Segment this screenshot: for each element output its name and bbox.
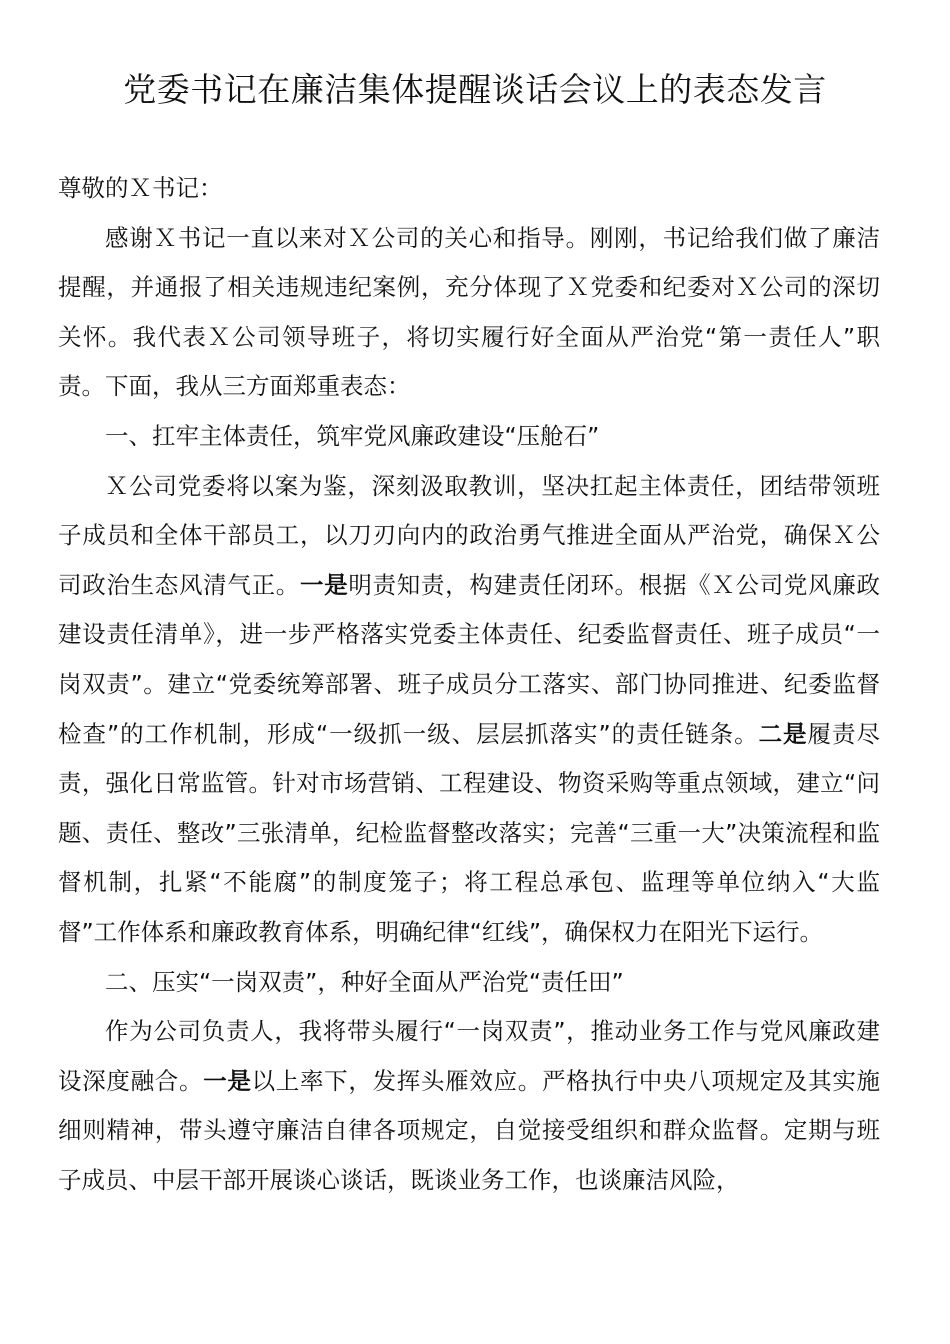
document-title: 党委书记在廉洁集体提醒谈话会议上的表态发言 xyxy=(123,70,827,109)
section-1-text-c: 履责尽责，强化日常监管。针对市场营销、工程建设、物资采购等重点领域，建立“问题、责任、整改”三张清单，纪检监督整改落实；完善“三重一大”决策流程和监督机制，扎紧“不能腐”的制度笼子；将工程总承包、监理等单位纳入“大监督”工作体系和廉政教育体系，明确纪律“红线”，确保权力在阳光下运行。 xyxy=(58,719,880,946)
document-body xyxy=(58,164,880,1205)
intro-paragraph: 感谢Ｘ书记一直以来对Ｘ公司的关心和指导。刚刚，书记给我们做了廉洁提醒，并通报了相关违规违纪案例，充分体现了Ｘ党委和纪委对Ｘ公司的深切关怀。我代表Ｘ公司领导班子，将切实履行好全面从严治党“第一责任人”职责。下面，我从三方面郑重表态： xyxy=(58,223,880,401)
section-1-label-first: 一是 xyxy=(299,570,349,599)
section-1-heading: 一、扛牢主体责任，筑牢党风廉政建设“压舱石” xyxy=(105,421,600,450)
section-1-paragraph xyxy=(58,462,880,958)
salutation: 尊敬的Ｘ书记： xyxy=(58,174,223,202)
section-2-heading: 二、压实“一岗双责”，种好全面从严治党“责任田” xyxy=(105,967,624,996)
section-2-text-b: 以上率下，发挥头雁效应。严格执行中央八项规定及其实施细则精神，带头遵守廉洁自律各项规定，自觉接受组织和群众监督。定期与班子成员、中层干部开展谈心谈话，既谈业务工作，也谈廉洁风险， xyxy=(58,1066,881,1194)
section-1-label-second: 二是 xyxy=(758,719,808,748)
section-2-label-first: 一是 xyxy=(203,1066,252,1095)
section-1-text-b: 明责知责，构建责任闭环。根据《Ｘ公司党风廉政建设责任清单》，进一步严格落实党委主体责任、纪委监督责任、班子成员“一岗双责”。建立“党委统筹部署、班子成员分工落实、部门协同推进、纪委监督检查”的工作机制，形成“一级抓一级、层层抓落实”的责任链条。 xyxy=(58,570,881,748)
section-2-paragraph xyxy=(58,1007,880,1205)
section-2-text-a: 作为公司负责人，我将带头履行“一岗双责”，推动业务工作与党风廉政建设深度融合。 xyxy=(58,1017,880,1095)
section-1-text-a: Ｘ公司党委将以案为鉴，深刻汲取教训，坚决扛起主体责任，团结带领班子成员和全体干部员工，以刀刃向内的政治勇气推进全面从严治党，确保Ｘ公司政治生态风清气正。 xyxy=(58,471,880,599)
